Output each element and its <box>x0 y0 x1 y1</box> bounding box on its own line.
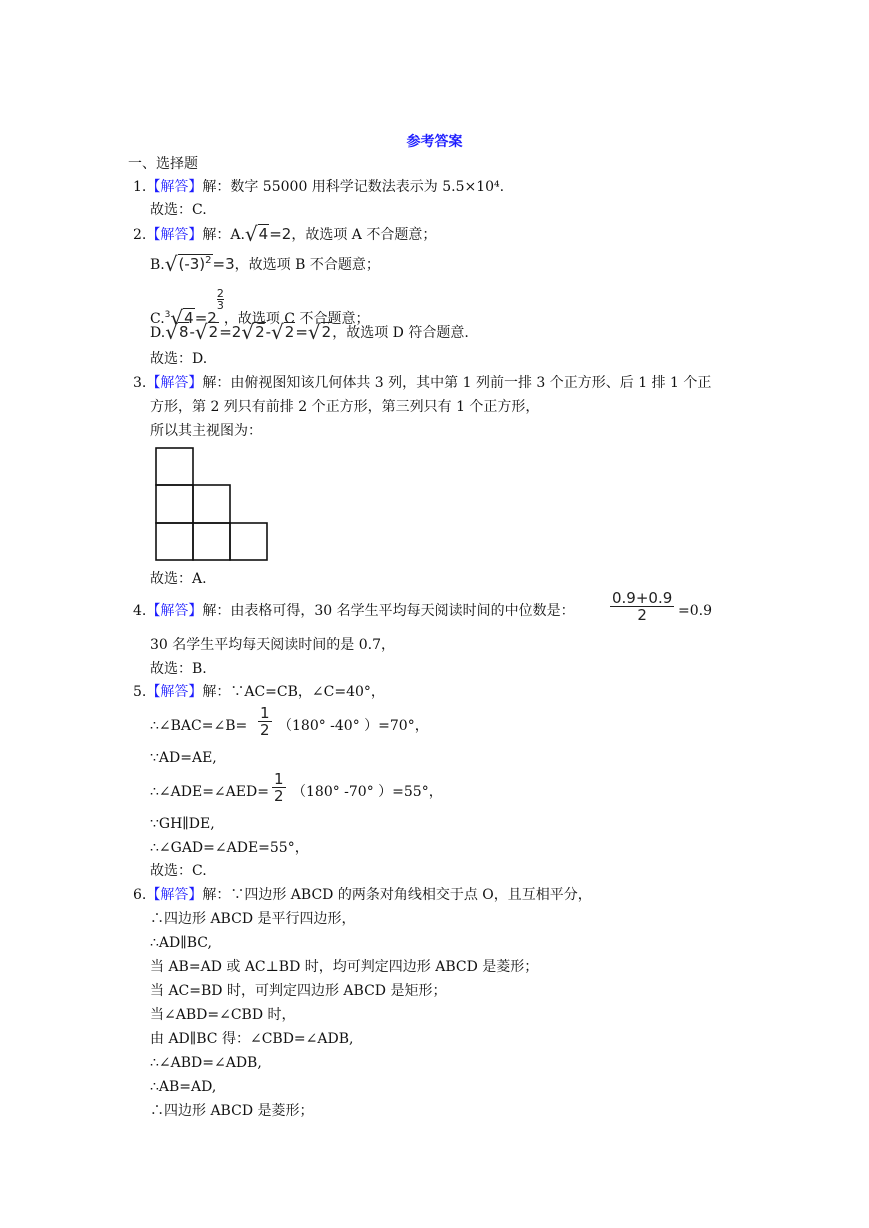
q2-a-prefix: 解：A. <box>202 227 245 243</box>
q5-text-6: ∴∠GAD=∠ADE=55°， <box>150 840 309 856</box>
q2-line-a <box>133 222 437 246</box>
answer-tag: 【解答】 <box>146 227 203 243</box>
q1-line <box>133 178 504 196</box>
q2-a-suffix: ，故选项 A 不合题意； <box>291 227 437 243</box>
section-heading: 一、选择题 <box>128 156 198 172</box>
q2-a-math: √4=2 <box>244 222 292 246</box>
q5-text-3: ∵AD=AE, <box>150 750 217 766</box>
q5-text-4b: （180° -70° ）=55°， <box>292 784 443 800</box>
fraction-denominator: 2 <box>274 787 284 805</box>
q5-text-4a: ∴∠ADE=∠AED= <box>150 784 269 800</box>
q6-text-8: ∴∠ABD=∠ADB, <box>150 1055 262 1071</box>
q6-text-10: ∴四边形 ABCD 是菱形； <box>150 1103 314 1119</box>
fraction-numerator: 0.9+0.9 <box>612 589 673 607</box>
q2-line-d <box>150 320 469 344</box>
q5-line-2 <box>150 717 247 735</box>
q2-d-prefix: D. <box>150 325 166 341</box>
answer-tag: 【解答】 <box>146 887 203 903</box>
q3-text-2: 方形，第 2 列只有前排 2 个正方形，第三列只有 1 个正方形， <box>150 399 540 415</box>
q4-median-fraction <box>608 590 676 623</box>
q6-text-6: 当∠ABD=∠CBD 时， <box>150 1007 296 1023</box>
q6-text-4: 当 AB=AD 或 AC⊥BD 时，均可判定四边形 ABCD 是菱形； <box>150 959 539 975</box>
q5-half-fraction-1 <box>256 705 274 738</box>
answer-tag: 【解答】 <box>146 684 203 700</box>
q1-text: 解：数字 55000 用科学记数法表示为 5.5×10⁴. <box>202 179 505 195</box>
q2-b-math: $√(-3)^2=3$ <box>164 252 235 276</box>
fraction-numerator: 1 <box>260 704 270 722</box>
q4-answer: 故选：B. <box>150 661 207 677</box>
q6-text-9: ∴AB=AD, <box>150 1079 217 1095</box>
q4-line-1 <box>133 602 575 620</box>
fraction-denominator: 2 <box>260 721 270 739</box>
q2-b-prefix: B. <box>150 257 165 273</box>
q2-b-suffix: ，故选项 B 不合题意； <box>234 257 380 273</box>
answer-tag: 【解答】 <box>146 375 203 391</box>
question-number: 2. <box>133 227 147 243</box>
q5-line-4 <box>150 783 269 801</box>
q2-line-b <box>150 252 380 274</box>
q4-text-1: 解：由表格可得，30 名学生平均每天阅读时间的中位数是： <box>202 603 575 619</box>
fraction-denominator: 2 <box>637 606 647 624</box>
q5-line-1 <box>133 683 385 701</box>
q1-answer: 故选：C. <box>150 202 207 218</box>
q5-text-2a: ∴∠BAC=∠B= <box>150 718 248 734</box>
q6-text-1: 解：∵四边形 ABCD 的两条对角线相交于点 O，且互相平分， <box>202 887 592 903</box>
q5-text-5: ∵GH∥DE, <box>150 816 215 832</box>
q5-half-fraction-2 <box>270 771 288 804</box>
q5-answer: 故选：C. <box>150 863 207 879</box>
q3-answer: 故选：A. <box>150 571 207 587</box>
question-number: 5. <box>133 684 147 700</box>
q2-c-suffix: ，故选项 C 不合题意； <box>223 311 370 327</box>
q6-text-7: 由 AD∥BC 得：∠CBD=∠ADB, <box>150 1031 354 1047</box>
q2-c-prefix: C. <box>150 311 165 327</box>
q3-text-1: 解：由俯视图知该几何体共 3 列，其中第 1 列前一排 3 个正方形、后 1 排 1 个正 <box>202 375 712 391</box>
q3-text-3: 所以其主视图为： <box>150 423 262 439</box>
q6-text-3: ∴AD∥BC, <box>150 935 212 951</box>
question-number: 4. <box>133 603 147 619</box>
q3-line-1 <box>133 374 711 392</box>
question-number: 6. <box>133 887 147 903</box>
q2-d-suffix: ，故选项 D 符合题意. <box>332 325 469 341</box>
answer-tag: 【解答】 <box>146 603 203 619</box>
q5-text-1: 解：∵AC=CB，∠C=40°， <box>202 684 385 700</box>
page-title: 参考答案 <box>406 134 463 150</box>
q4-text-2: 30 名学生平均每天阅读时间的是 0.7， <box>150 637 395 653</box>
answer-tag: 【解答】 <box>146 179 203 195</box>
q2-c-math: $^3$√4=2 $\frac{2}{3}$ <box>164 287 224 330</box>
q6-line-1 <box>133 886 592 904</box>
question-number: 3. <box>133 375 147 391</box>
q2-answer: 故选：D. <box>150 351 208 367</box>
front-view-figure <box>150 444 272 566</box>
q4-result: =0.9 <box>678 603 712 619</box>
q2-d-math: √8-√2=2√2-√2=√2 <box>165 320 332 344</box>
q6-text-2: ∴四边形 ABCD 是平行四边形， <box>150 911 356 927</box>
question-number: 1. <box>133 179 147 195</box>
fraction-numerator: 1 <box>274 770 284 788</box>
q5-text-2b: （180° -40° ）=70°， <box>278 718 429 734</box>
q6-text-5: 当 AC=BD 时，可判定四边形 ABCD 是矩形； <box>150 983 447 999</box>
